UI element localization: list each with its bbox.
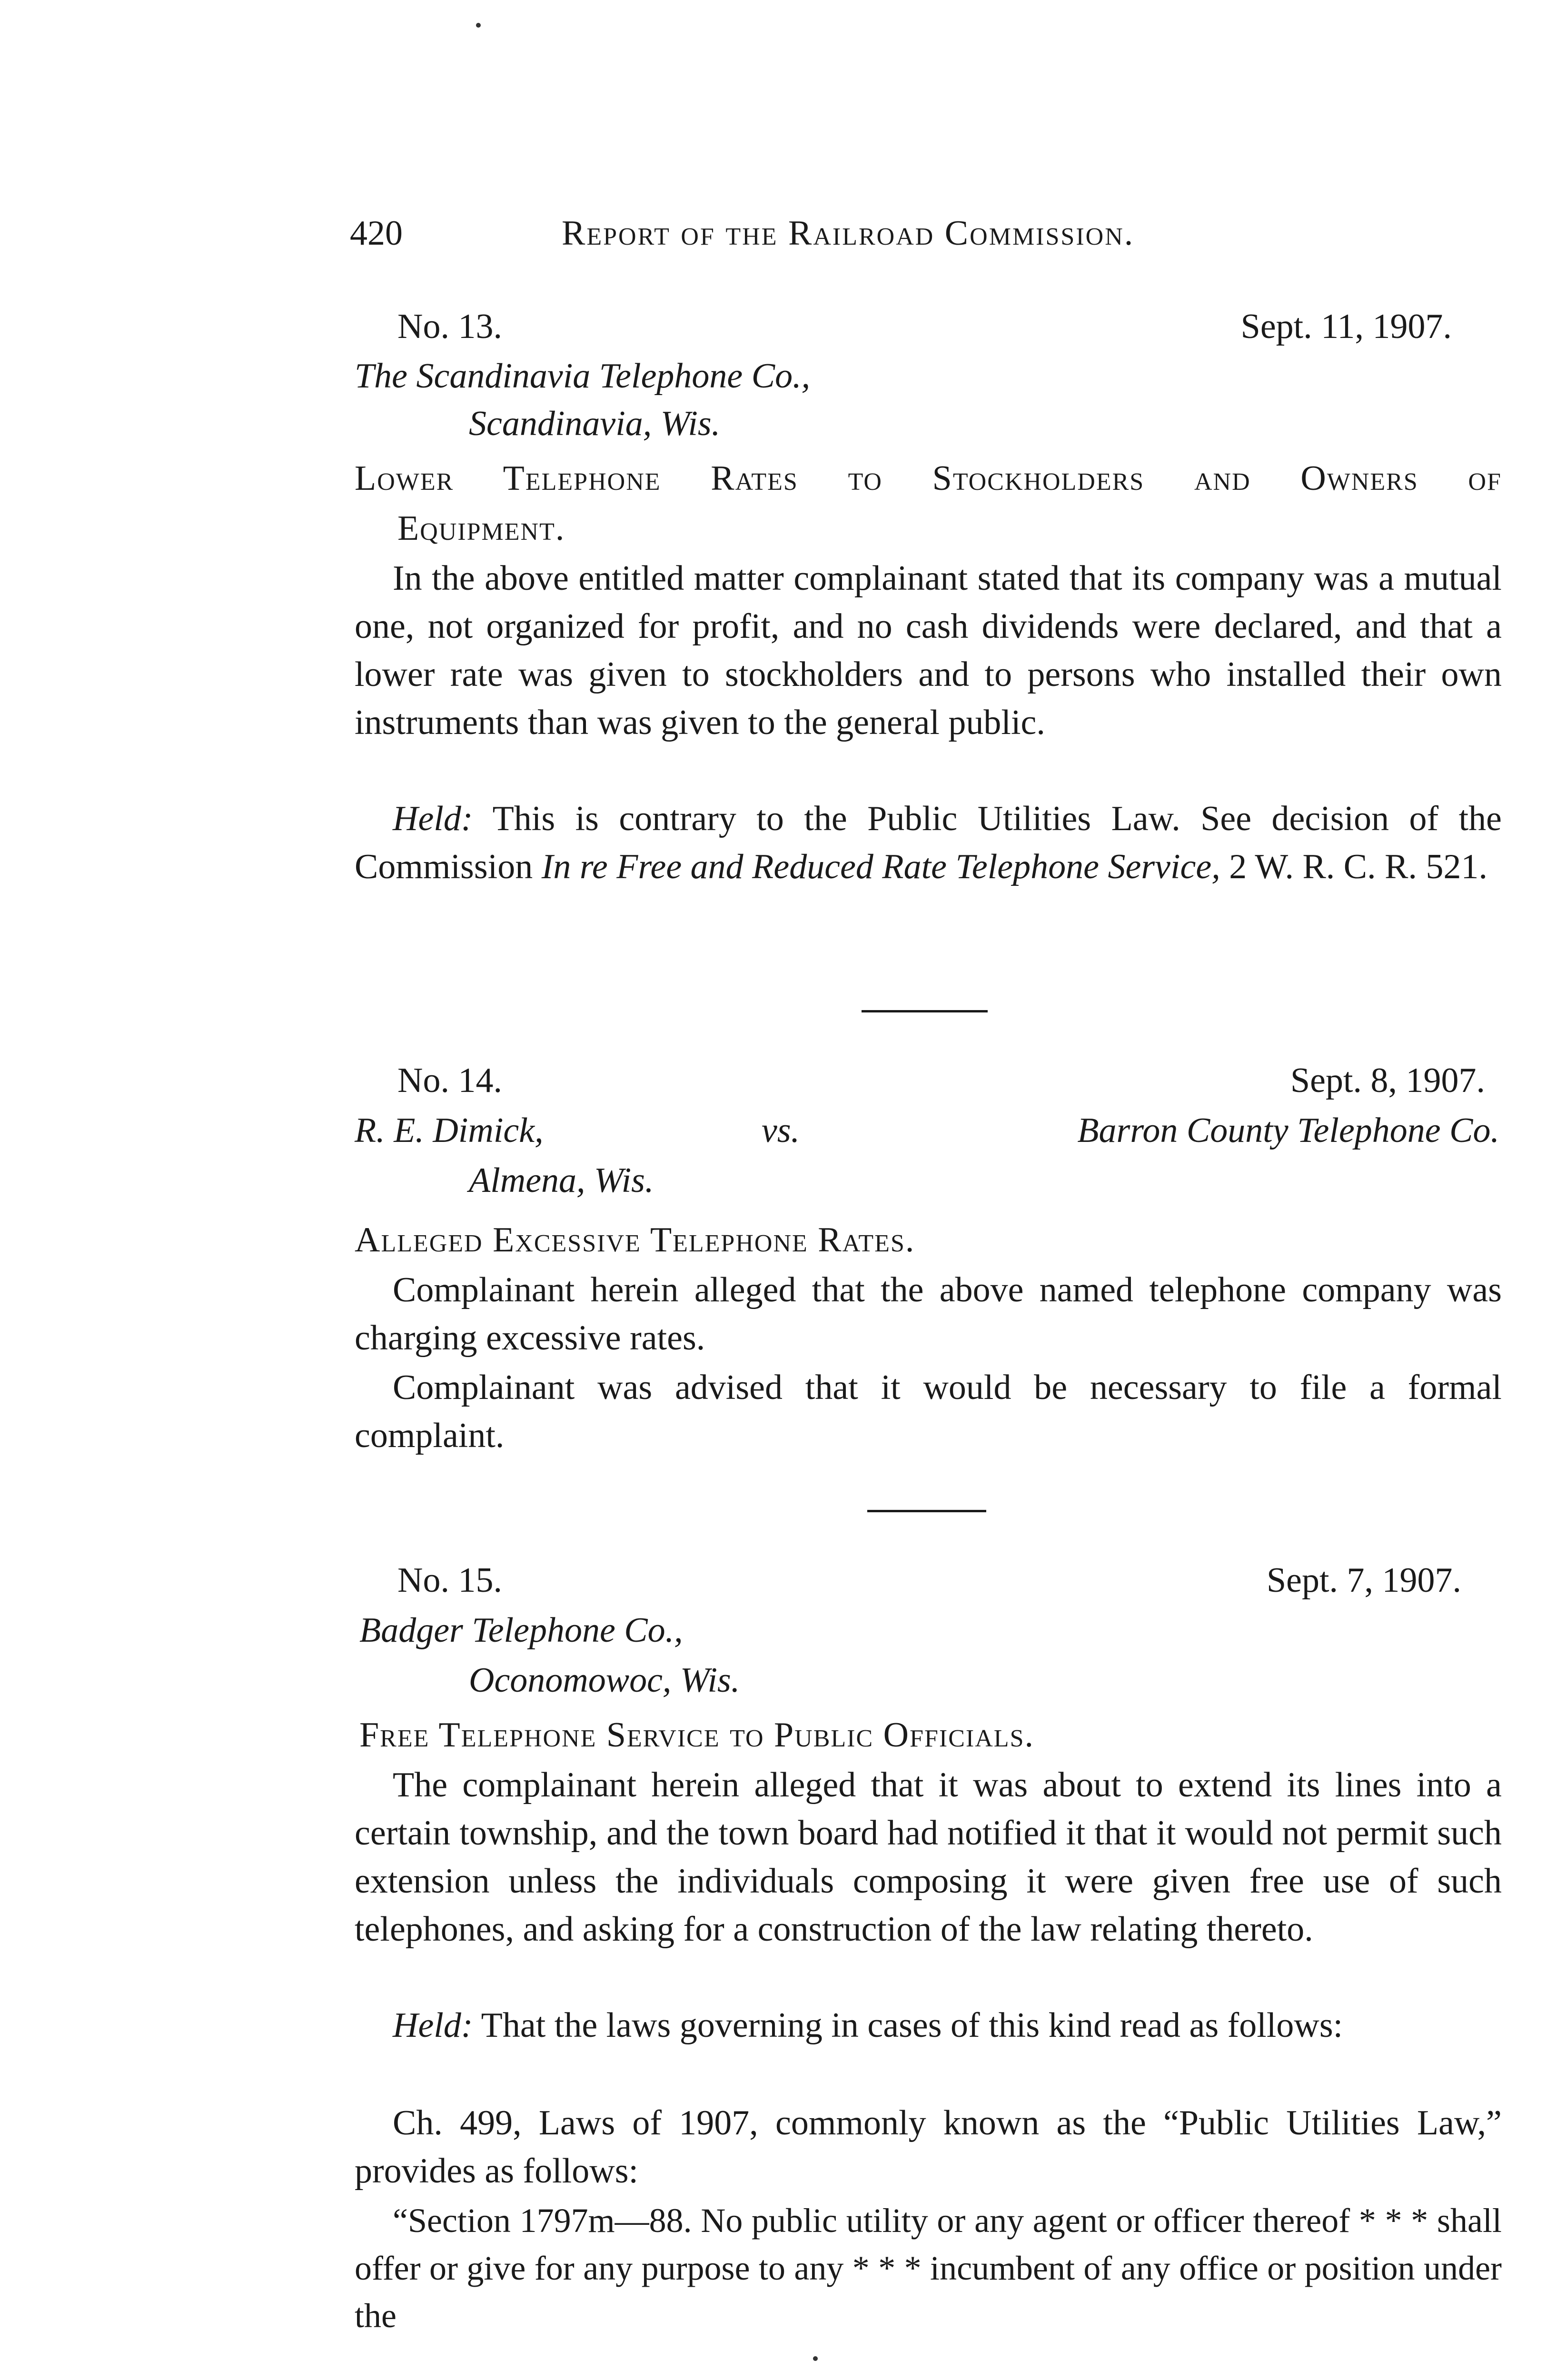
held-text: That the laws governing in cases of this kind read as follows: — [473, 2006, 1343, 2045]
case-holding — [355, 795, 1502, 891]
case-body: Complainant was advised that it would be necessary to file a formal complaint. — [355, 1368, 1502, 1455]
case-number: No. 14. — [397, 1061, 502, 1100]
held-text: This is contrary to the Public Utilities Law. See decision of the Commission — [355, 799, 1502, 886]
case-place: Almena, Wis. — [469, 1161, 654, 1200]
law-citation: Ch. 499, Laws of 1907, commonly known as the “Public Utilities Law,” provides as follows: — [355, 2103, 1502, 2191]
case-party: The Scandinavia Telephone Co., — [355, 357, 811, 396]
case-heading: Lower Telephone Rates to Stockholders and Owners of — [355, 459, 1502, 498]
case-place: Oconomowoc, Wis. — [469, 1661, 740, 1700]
held-label: Held: — [393, 2006, 473, 2045]
section-divider — [867, 1510, 986, 1512]
case-body: In the above entitled matter complainant stated that its company was a mutual one, not organized for profit, and no cash dividends were declared, and that a lower rate was given to stockholders and to persons who installed their own instruments than was given to the general public. — [355, 559, 1502, 742]
case-heading-continued: Equipment. — [397, 509, 565, 548]
case-body: The complainant herein alleged that it was about to extend its lines into a certain township, and the town board had notified it that it would not permit such extension unless the individuals composing it were given free use of such telephones, and asking for a construction of the law relating thereto. — [355, 1765, 1502, 1949]
section-divider — [862, 1010, 988, 1012]
scan-speck — [476, 23, 481, 28]
scan-speck — [813, 2356, 818, 2361]
case-date: Sept. 8, 1907. — [1290, 1061, 1485, 1100]
case-holding — [355, 2002, 1502, 2050]
case-respondent: Barron County Telephone Co. — [1077, 1111, 1499, 1150]
case-party: Badger Telephone Co., — [359, 1611, 683, 1650]
held-label: Held: — [393, 799, 473, 838]
case-body: Complainant herein alleged that the above named telephone company was charging excessive rates. — [355, 1270, 1502, 1358]
held-citation: In re Free and Reduced Rate Telephone Service, — [541, 847, 1220, 886]
case-number: No. 13. — [397, 307, 502, 346]
page-number: 420 — [350, 214, 403, 253]
case-heading: Free Telephone Service to Public Officials. — [359, 1716, 1034, 1755]
case-date: Sept. 11, 1907. — [1240, 307, 1452, 346]
case-place: Scandinavia, Wis. — [469, 404, 721, 443]
page-header — [350, 209, 1459, 262]
running-title: Report of the Railroad Commission. — [562, 214, 1135, 253]
case-date: Sept. 7, 1907. — [1266, 1561, 1461, 1600]
case-number: No. 15. — [397, 1561, 502, 1600]
held-text-end: 2 W. R. C. R. 521. — [1220, 847, 1488, 886]
case-heading: Alleged Excessive Telephone Rates. — [355, 1220, 915, 1259]
statute-quote: “Section 1797m—88. No public utility or any agent or officer thereof * * * shall offer or give for any purpose to any * * * incumbent of any office or position under the — [355, 2202, 1502, 2335]
case-complainant: R. E. Dimick, — [355, 1111, 544, 1150]
case-versus: vs. — [762, 1111, 800, 1150]
